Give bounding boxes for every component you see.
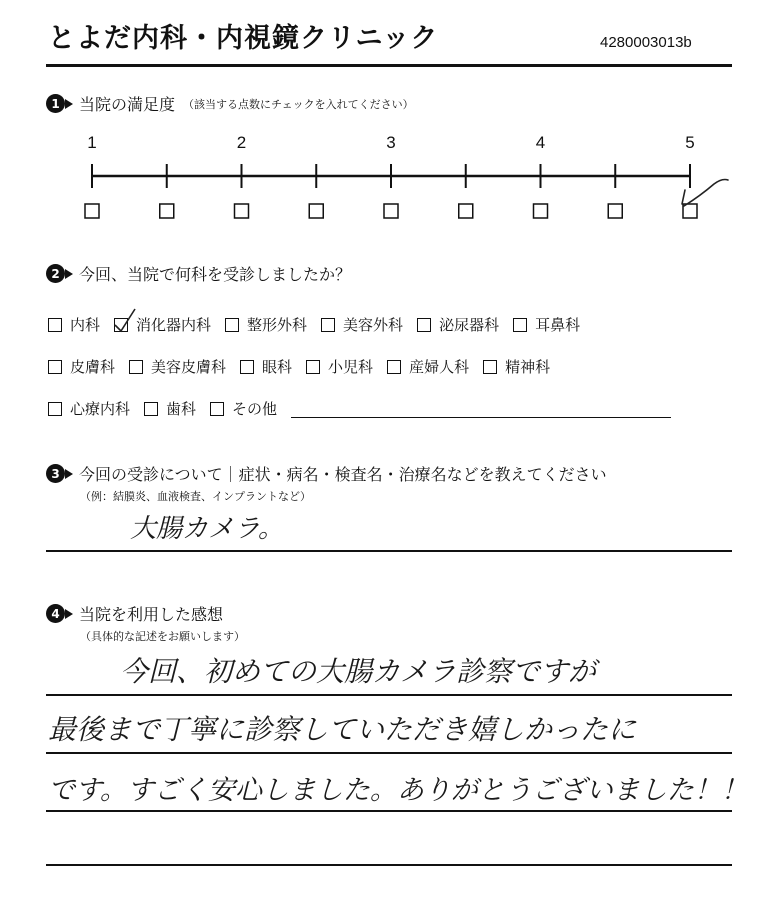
scale-checkbox[interactable]: [85, 204, 99, 218]
dept-option[interactable]: [387, 356, 469, 377]
dept-option[interactable]: [129, 356, 226, 377]
question-4-note: （具体的な記述をお願いします）: [80, 630, 245, 643]
title-rule: [46, 64, 732, 67]
checkbox[interactable]: [48, 318, 62, 332]
scale-checkbox[interactable]: [459, 204, 473, 218]
question-3-title: 今回の受診について｜症状・病名・検査名・治療名などを教えてください: [79, 465, 607, 484]
scale-label: 1: [87, 133, 97, 152]
dept-label: 整形外科: [247, 316, 308, 334]
question-1-heading: [46, 92, 414, 115]
dept-label: その他: [232, 400, 278, 418]
scale-checkbox[interactable]: [235, 204, 249, 218]
dept-label: 歯科: [166, 400, 197, 418]
checkbox[interactable]: [114, 318, 128, 332]
checkbox[interactable]: [48, 360, 62, 374]
scale-label: 4: [535, 133, 546, 152]
dept-option[interactable]: [48, 314, 100, 335]
question-1-number: 1: [46, 94, 65, 113]
dept-label: 耳鼻科: [535, 316, 581, 334]
dept-option[interactable]: [483, 356, 550, 377]
checkbox[interactable]: [48, 402, 62, 416]
dept-label: 泌尿器科: [439, 316, 500, 334]
question-4-title: 当院を利用した感想: [79, 605, 224, 624]
question-3-heading: [46, 462, 607, 485]
checkbox[interactable]: [225, 318, 239, 332]
dept-label: 消化器内科: [136, 316, 212, 334]
handwritten-check-mark: [113, 311, 135, 333]
dept-option[interactable]: [48, 398, 130, 419]
dept-option[interactable]: [210, 398, 277, 419]
answer-line[interactable]: [46, 550, 732, 552]
dept-label: 内科: [70, 316, 101, 334]
dept-option[interactable]: [513, 314, 580, 335]
satisfaction-scale: [80, 126, 760, 236]
dept-option[interactable]: [321, 314, 403, 335]
dept-label: 皮膚科: [70, 358, 116, 376]
department-row-2: [48, 356, 564, 377]
clinic-name: とよだ内科・内視鏡クリニック: [48, 23, 439, 54]
answer-line[interactable]: [46, 810, 732, 812]
dept-option[interactable]: [225, 314, 307, 335]
dept-option[interactable]: [306, 356, 373, 377]
checkbox[interactable]: [513, 318, 527, 332]
checkbox[interactable]: [483, 360, 497, 374]
checkbox[interactable]: [240, 360, 254, 374]
dept-option[interactable]: [144, 398, 196, 419]
scale-checkbox[interactable]: [160, 204, 174, 218]
answer-line[interactable]: [46, 694, 732, 696]
question-3-number: 3: [46, 464, 65, 483]
scale-label: 5: [685, 133, 695, 152]
dept-option[interactable]: [48, 356, 115, 377]
question-1-title: 当院の満足度: [79, 95, 176, 114]
question-1-note: （該当する点数にチェックを入れてください）: [183, 97, 414, 111]
question-3-example: （例：結膜炎、血液検査、インプラントなど）: [80, 490, 311, 503]
checkbox[interactable]: [210, 402, 224, 416]
answer-line[interactable]: [46, 864, 732, 866]
scale-checkbox[interactable]: [309, 204, 323, 218]
question-2-title: 今回、当院で何科を受診しましたか？: [79, 265, 352, 284]
question-2-heading: [46, 262, 351, 285]
question-4-answer-line-1: 今回、初めての大腸カメラ診察ですが: [120, 655, 597, 688]
checkbox[interactable]: [129, 360, 143, 374]
checkbox[interactable]: [144, 402, 158, 416]
dept-option[interactable]: [417, 314, 499, 335]
document-id: 4280003013b: [600, 34, 692, 51]
dept-label: 眼科: [262, 358, 293, 376]
checkbox[interactable]: [321, 318, 335, 332]
dept-option[interactable]: [240, 356, 292, 377]
other-input-line[interactable]: [291, 417, 671, 419]
question-3-answer: 大腸カメラ。: [130, 514, 284, 544]
checkbox[interactable]: [306, 360, 320, 374]
checkbox[interactable]: [387, 360, 401, 374]
question-2-number: 2: [46, 264, 65, 283]
scale-checkbox[interactable]: [534, 204, 548, 218]
scale-label: 2: [236, 133, 247, 152]
dept-label: 小児科: [328, 358, 374, 376]
dept-option[interactable]: [114, 314, 211, 335]
dept-label: 産婦人科: [409, 358, 470, 376]
dept-label: 美容外科: [343, 316, 404, 334]
question-4-answer-line-3: です。すごく安心しました。ありがとうございました！！: [48, 775, 748, 806]
dept-label: 美容皮膚科: [151, 358, 227, 376]
answer-line[interactable]: [46, 752, 732, 754]
handwritten-check-mark: [682, 180, 728, 207]
dept-label: 心療内科: [70, 400, 131, 418]
dept-label: 精神科: [505, 358, 551, 376]
department-row-1: [48, 314, 594, 335]
department-row-3: [48, 398, 671, 419]
scale-checkbox[interactable]: [384, 204, 398, 218]
scale-label: 3: [386, 133, 396, 152]
scale-checkbox[interactable]: [608, 204, 622, 218]
question-4-heading: [46, 602, 223, 625]
question-4-number: 4: [46, 604, 65, 623]
question-4-answer-line-2: 最後まで丁寧に診察していただき嬉しかったに: [48, 713, 637, 746]
checkbox[interactable]: [417, 318, 431, 332]
